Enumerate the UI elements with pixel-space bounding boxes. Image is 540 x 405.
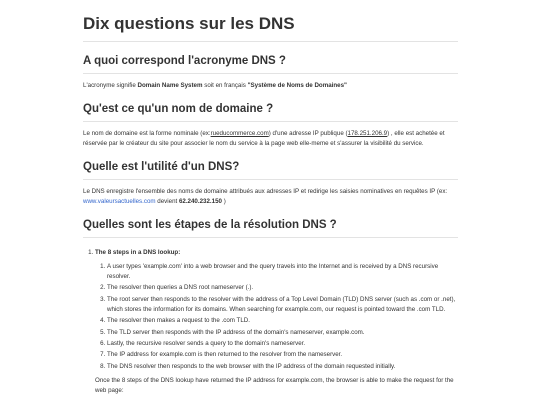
- section-heading: Quelles sont les étapes de la résolution DNS ?: [83, 218, 458, 238]
- text: Le DNS enregistre l'ensemble des noms de domaine attribués aux adresses IP et redirige les saisies nominatives en requêtes IP (ex:: [83, 188, 448, 195]
- text: L'acronyme signifie: [83, 82, 138, 89]
- domain-example-link[interactable]: rueducommerce.com: [210, 130, 269, 137]
- text: devient: [155, 198, 179, 205]
- section-heading: A quoi correspond l'acronyme DNS ?: [83, 54, 458, 74]
- list-item: 4. The resolver then makes a request to the .com TLD.: [107, 316, 458, 326]
- bold-text: "Système de Noms de Domaines": [247, 82, 347, 89]
- list-item: [95, 248, 458, 396]
- list-item: 1. A user types 'example.com' into a web browser and the query travels into the Internet and is received by a DNS recursive resolver.: [107, 262, 458, 282]
- section-resolution-steps: [83, 218, 458, 396]
- text: Le nom de domaine est la forme nominale (ex:: [83, 130, 211, 137]
- text: soit en français: [202, 82, 248, 89]
- section-heading: Qu'est ce qu'un nom de domaine ?: [83, 102, 458, 122]
- list-item: 2. The resolver then queries a DNS root nameserver (.).: [107, 283, 458, 293]
- section-paragraph: Once the 8 steps of the DNS lookup have returned the IP address for example.com, the browser is able to make the request for the web page:: [95, 376, 454, 394]
- text: ): [221, 198, 226, 205]
- section-utility: [83, 160, 458, 207]
- steps-list: [83, 248, 458, 396]
- section-paragraph: [83, 129, 458, 149]
- bold-text: 62.240.232.150: [178, 198, 222, 205]
- list-item: 6. Lastly, the recursive resolver sends a query to the domain's nameserver.: [107, 339, 458, 349]
- text: ) , elle est achetée et réservée par le créateur du site pour associer le nom du service à la page web elle-meme et s'assurer la visibilité du service.: [83, 130, 445, 147]
- article: [83, 14, 458, 396]
- list-item: 5. The TLD server then responds with the IP address of the domain's nameserver, example.com.: [107, 328, 458, 338]
- page-title: Dix questions sur les DNS: [83, 14, 458, 42]
- list-item: 7. The IP address for example.com is then returned to the resolver from the nameserver.: [107, 350, 458, 360]
- list-item: 8. The DNS resolver then responds to the web browser with the IP address of the domain requested initially.: [107, 362, 458, 372]
- text: ) d'une adresse IP publique (: [268, 130, 348, 137]
- section-paragraph: [83, 81, 458, 91]
- section-paragraph: [83, 187, 458, 207]
- section-heading: Quelle est l'utilité d'un DNS?: [83, 160, 458, 180]
- steps-sublist: [95, 262, 458, 372]
- example-site-link[interactable]: www.valeursactuelles.com: [83, 198, 156, 205]
- bold-text: Domain Name System: [137, 82, 203, 89]
- list-item: 3. The root server then responds to the resolver with the address of a Top Level Domain (TLD) DNS server (such as .com or .net), which stores the information for its domains. When searching for example.com, our request is pointed toward the .com TLD.: [107, 295, 458, 315]
- section-domain-name: [83, 102, 458, 149]
- ip-example-link[interactable]: 178.251.206.9: [347, 130, 388, 137]
- list-title: The 8 steps in a DNS lookup:: [95, 249, 181, 256]
- section-acronym: [83, 54, 458, 91]
